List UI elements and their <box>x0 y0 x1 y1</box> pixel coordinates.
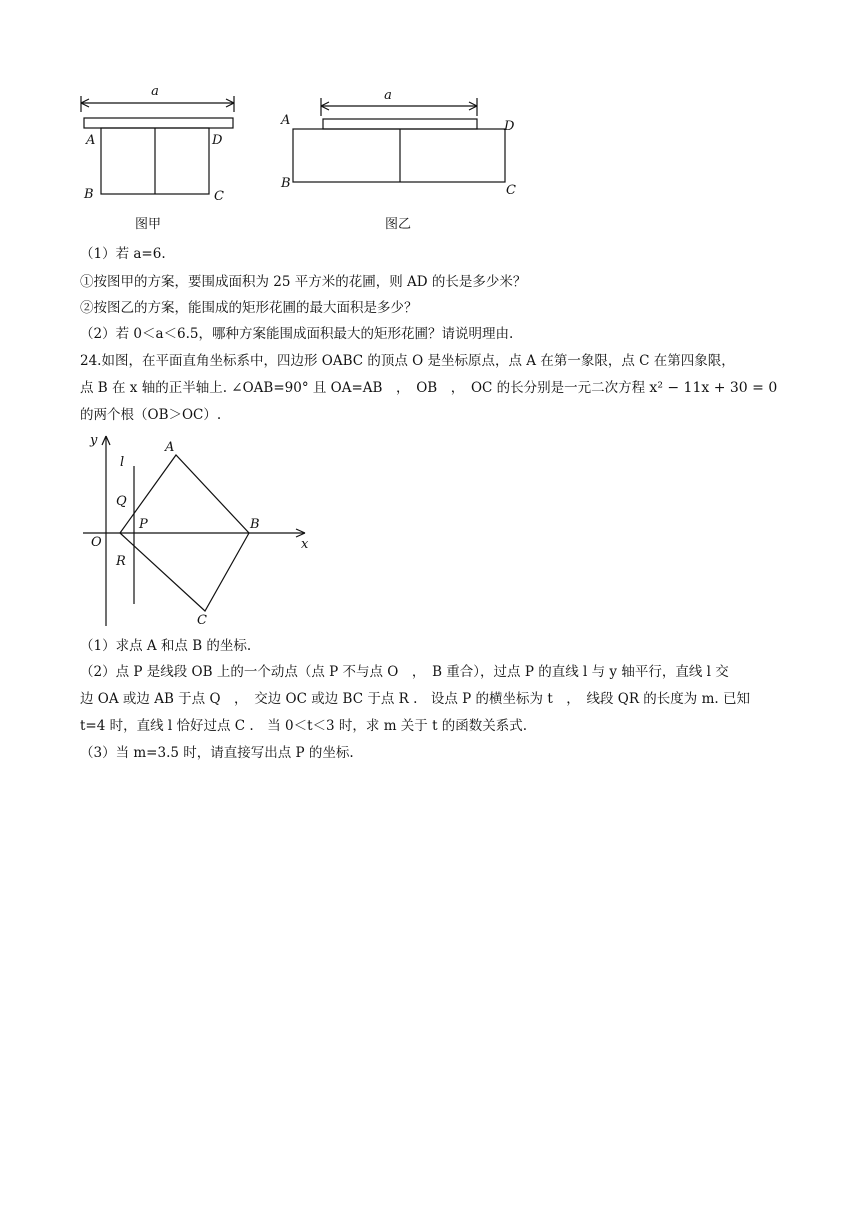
label-y: y <box>90 433 98 448</box>
plan-yi-label-B: B <box>281 176 291 191</box>
label-R: R <box>116 554 126 569</box>
plan-yi-caption: 图乙 <box>384 217 412 232</box>
q24-part1: （1）求点 A 和点 B 的坐标. <box>80 638 252 654</box>
garden-plan-figure <box>0 0 860 240</box>
plan-jia-label-A: A <box>86 133 96 148</box>
label-Q: Q <box>116 494 127 509</box>
label-A: A <box>165 440 175 455</box>
label-l: l <box>120 455 125 470</box>
label-O: O <box>91 535 102 550</box>
q24-part2-line3: t=4 时，直线 l 恰好过点 C . 当 0＜t＜3 时，求 m 关于 t 的函数关系式. <box>80 718 528 734</box>
q24-part2-line2: 边 OA 或边 AB 于点 Q ， 交边 OC 或边 BC 于点 R . 设点 P 的横坐标为 t ， 线段 QR 的长度为 m. 已知 <box>80 691 750 707</box>
coordinate-figure <box>70 425 320 630</box>
label-B: B <box>250 517 260 532</box>
plan-jia-label-B: B <box>84 187 94 202</box>
q24-equation: x² − 11x + 30 = 0 <box>649 380 778 396</box>
q24-intro-line2 <box>80 378 777 398</box>
plan-yi-label-A: A <box>281 113 291 128</box>
plan-jia-label-D: D <box>212 133 223 148</box>
q24-intro-line3: 的两个根（OB＞OC）. <box>80 407 222 423</box>
plan-jia-caption: 图甲 <box>134 217 162 232</box>
plan-yi-diagram <box>293 98 505 182</box>
q24-intro-line2-text: 点 B 在 x 轴的正半轴上. ∠OAB=90° 且 OA=AB ， OB ， OC 的长分别是一元二次方程 <box>80 380 650 396</box>
plan-yi-dim-label: a <box>384 88 392 103</box>
plan-jia-label-C: C <box>214 189 224 204</box>
q23-part1: （1）若 a=6. <box>80 246 166 262</box>
q23-part1-item1: ①按图甲的方案，要围成面积为 25 平方米的花圃，则 AD 的长是多少米？ <box>80 274 527 290</box>
q23-part2: （2）若 0＜a＜6.5，哪种方案能围成面积最大的矩形花圃？请说明理由. <box>80 326 514 342</box>
q23-part1-item2: ②按图乙的方案，能围成的矩形花圃的最大面积是多少？ <box>80 300 418 316</box>
label-C: C <box>197 613 207 628</box>
plan-yi-label-C: C <box>506 183 516 198</box>
plan-jia-dim-label: a <box>151 84 159 99</box>
q24-part3: （3）当 m=3.5 时，请直接写出点 P 的坐标. <box>80 745 354 761</box>
q24-intro-line1: 24.如图，在平面直角坐标系中，四边形 OABC 的顶点 O 是坐标原点，点 A 在第一象限，点 C 在第四象限， <box>80 353 735 369</box>
label-x: x <box>301 537 309 552</box>
label-P: P <box>139 517 148 532</box>
plan-yi-label-D: D <box>504 119 515 134</box>
q24-part2-line1: （2）点 P 是线段 OB 上的一个动点（点 P 不与点 O ， B 重合），过点 P 的直线 l 与 y 轴平行，直线 l 交 <box>80 664 729 680</box>
